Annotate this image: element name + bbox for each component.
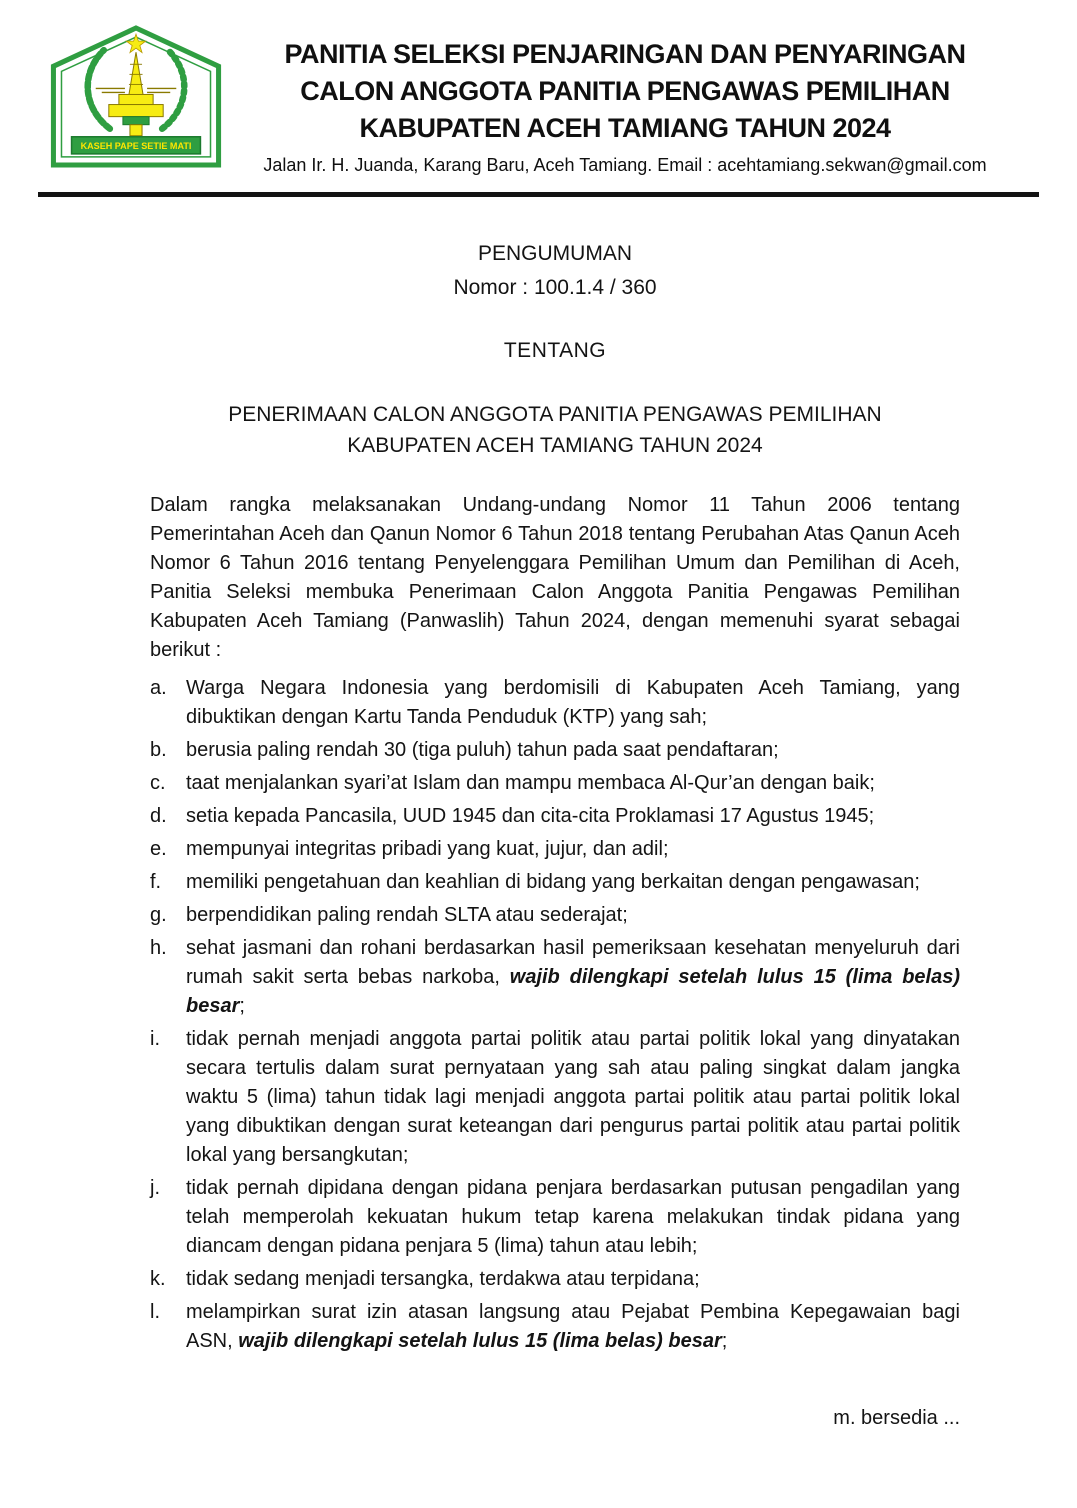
requirement-text: melampirkan surat izin atasan langsung atau Pejabat Pembina Kepegawaian bagi ASN, wajib dilengkapi setelah lulus 15 (lima belas) besar; [186, 1301, 960, 1352]
letterhead-line1: PANITIA SELEKSI PENJARINGAN DAN PENYARINGAN [284, 39, 966, 69]
requirement-item-f [150, 868, 960, 897]
document-body [0, 237, 1077, 1433]
emblem-motto: KASEH PAPE SETIE MATI [80, 140, 192, 151]
document-heading-block [150, 237, 960, 305]
requirement-item-e [150, 835, 960, 864]
requirement-letter: l. [150, 1301, 160, 1323]
letterhead-line2: CALON ANGGOTA PANITIA PENGAWAS PEMILIHAN [300, 76, 950, 106]
requirement-item-i [150, 1025, 960, 1170]
letterhead [0, 0, 1077, 184]
requirement-emphasis: wajib dilengkapi setelah lulus 15 (lima belas) besar [186, 966, 960, 1017]
document-number: Nomor : 100.1.4 / 360 [453, 276, 657, 299]
requirement-letter: g. [150, 904, 167, 926]
document-title [150, 399, 960, 461]
requirement-item-l [150, 1298, 960, 1356]
intro-paragraph: Dalam rangka melaksanakan Undang-undang Nomor 11 Tahun 2006 tentang Pemerintahan Aceh dan Qanun Nomor 6 Tahun 2018 tentang Perubahan Atas Qanun Aceh Nomor 6 Tahun 2016 tentang Penyelenggara Pemilihan Umum dan Pemilihan di Aceh, Panitia Seleksi membuka Penerimaan Calon Anggota Panitia Pengawas Pemilihan Kabupaten Aceh Tamiang (Panwaslih) Tahun 2024, dengan memenuhi syarat sebagai berikut : [150, 494, 960, 661]
requirement-item-a [150, 674, 960, 732]
aceh-tamiang-emblem-graphic [45, 24, 227, 170]
requirement-item-c [150, 769, 960, 798]
requirement-letter: h. [150, 937, 167, 959]
requirement-text: taat menjalankan syari’at Islam dan mampu membaca Al-Qur’an dengan baik; [186, 772, 875, 794]
requirement-item-j [150, 1174, 960, 1261]
letterhead-address: Jalan Ir. H. Juanda, Karang Baru, Aceh Tamiang. Email : acehtamiang.sekwan@gmail.com [263, 155, 987, 175]
document-title-line2: KABUPATEN ACEH TAMIANG TAHUN 2024 [347, 434, 763, 457]
requirement-text: tidak pernah dipidana dengan pidana penjara berdasarkan putusan pengadilan yang telah memperolah kekuatan hukum tetap karena melakukan tindak pidana yang diancam dengan pidana penjara 5 (lima) tahun atau lebih; [186, 1177, 960, 1257]
requirement-text: mempunyai integritas pribadi yang kuat, jujur, dan adil; [186, 838, 669, 860]
requirement-letter: e. [150, 838, 167, 860]
about-label: TENTANG [503, 339, 607, 362]
requirement-item-b [150, 736, 960, 765]
requirement-letter: d. [150, 805, 167, 827]
requirement-text: berpendidikan paling rendah SLTA atau sederajat; [186, 904, 628, 926]
requirement-text: tidak pernah menjadi anggota partai politik atau partai politik lokal yang dinyatakan secara tertulis dalam surat pernyataan yang sah atau paling singkat dalam jangka waktu 5 (lima) tahun tidak lagi menjadi anggota partai politik atau partai politik lokal yang dibuktikan dengan surat keteangan dari pengurus partai politik atau partai politik lokal yang bersangkutan; [186, 1028, 960, 1166]
requirement-letter: j. [150, 1177, 160, 1199]
requirement-text: tidak sedang menjadi tersangka, terdakwa atau terpidana; [186, 1268, 700, 1290]
document-heading: PENGUMUMAN [477, 242, 632, 265]
requirement-item-g [150, 901, 960, 930]
requirement-letter: c. [150, 772, 166, 794]
letterhead-text [227, 24, 1037, 178]
monument-plaque [123, 117, 149, 125]
requirement-item-k [150, 1265, 960, 1294]
requirements-list [150, 674, 960, 1356]
requirement-emphasis: wajib dilengkapi setelah lulus 15 (lima belas) besar [238, 1330, 722, 1352]
requirement-letter: i. [150, 1028, 160, 1050]
letterhead-line3: KABUPATEN ACEH TAMIANG TAHUN 2024 [359, 113, 891, 143]
requirement-text: Warga Negara Indonesia yang berdomisili di Kabupaten Aceh Tamiang, yang dibuktikan dengan Kartu Tanda Penduduk (KTP) yang sah; [186, 677, 960, 728]
requirement-letter: a. [150, 677, 167, 699]
requirement-text: setia kepada Pancasila, UUD 1945 dan cita-cita Proklamasi 17 Agustus 1945; [186, 805, 875, 827]
document-title-line1: PENERIMAAN CALON ANGGOTA PANITIA PENGAWAS PEMILIHAN [228, 403, 882, 426]
monument-base-lower [109, 105, 163, 117]
requirement-letter: b. [150, 739, 167, 761]
monument-steps [130, 125, 142, 136]
requirement-item-d [150, 802, 960, 831]
monument-base-upper [119, 94, 153, 104]
letterhead-divider [38, 192, 1039, 197]
requirement-text: berusia paling rendah 30 (tiga puluh) tahun pada saat pendaftaran; [186, 739, 779, 761]
requirement-letter: k. [150, 1268, 166, 1290]
requirement-item-h [150, 934, 960, 1021]
requirement-text: memiliki pengetahuan dan keahlian di bidang yang berkaitan dengan pengawasan; [186, 871, 920, 893]
aceh-tamiang-emblem [45, 24, 227, 175]
continuation-mark: m. bersedia ... [833, 1407, 960, 1429]
requirement-text: sehat jasmani dan rohani berdasarkan hasil pemeriksaan kesehatan menyeluruh dari rumah sakit serta bebas narkoba, wajib dilengkapi setelah lulus 15 (lima belas) besar; [186, 937, 960, 1017]
requirement-letter: f. [150, 871, 162, 893]
